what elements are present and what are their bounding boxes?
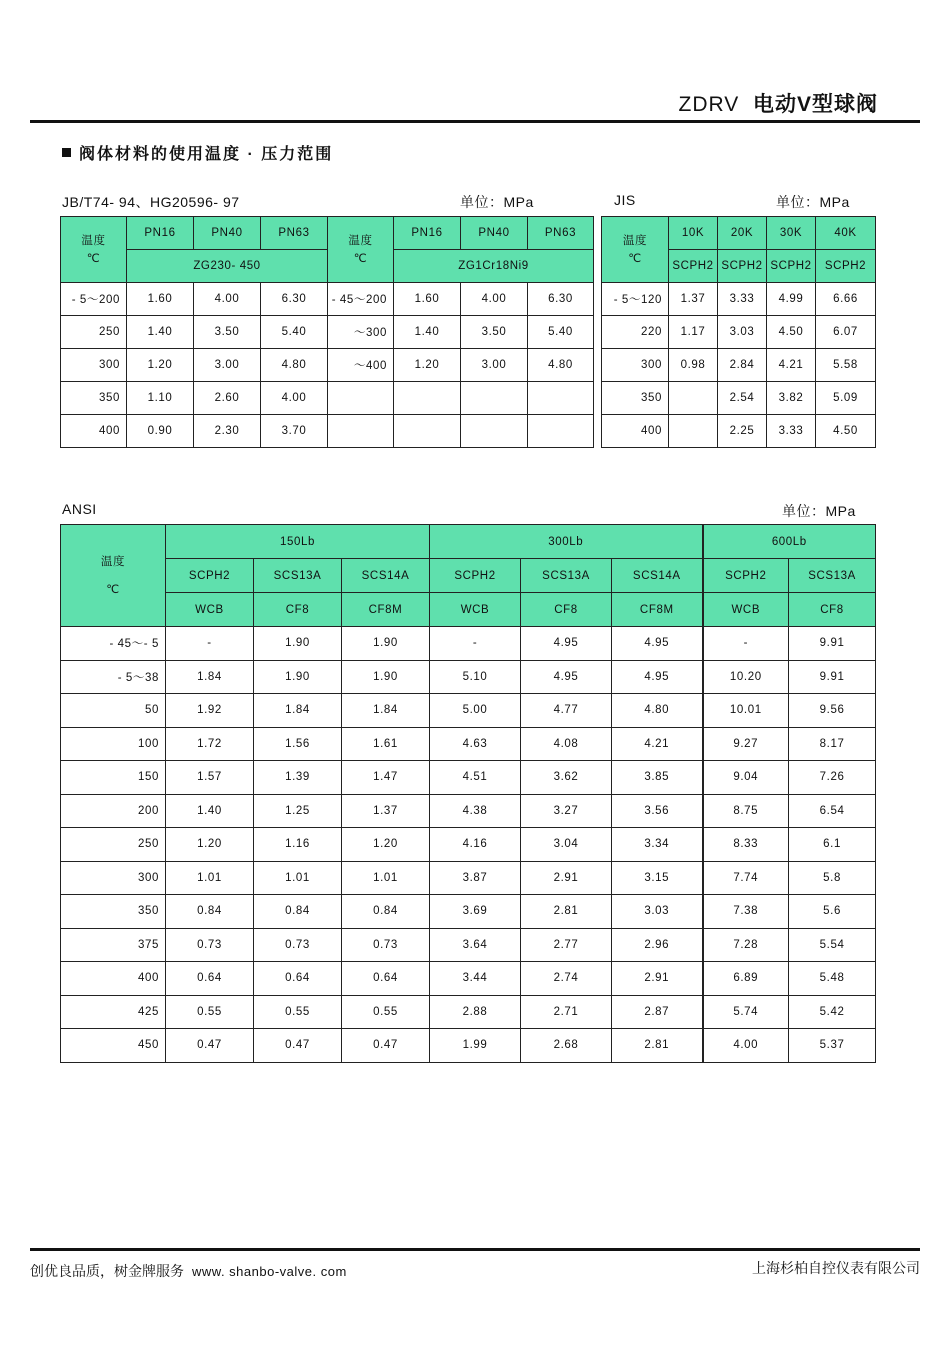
- pressure-cell: 1.40: [394, 316, 461, 349]
- pressure-cell: 0.84: [166, 895, 254, 929]
- pressure-cell: 0.47: [166, 1029, 254, 1063]
- footer-rule: [30, 1248, 920, 1251]
- pressure-cell: 4.21: [612, 727, 703, 761]
- pressure-cell: 0.64: [254, 962, 342, 996]
- jb-pn-header: PN16: [127, 217, 194, 250]
- table-row: [61, 382, 594, 415]
- pressure-cell: 7.38: [703, 895, 789, 929]
- ansi-temp-unit: ℃: [106, 583, 120, 596]
- temperature-cell: 400: [602, 415, 669, 448]
- pressure-cell: 1.84: [166, 660, 254, 694]
- pressure-cell: 1.40: [127, 316, 194, 349]
- pressure-cell: 2.96: [612, 928, 703, 962]
- pressure-cell: 5.40: [528, 316, 594, 349]
- pressure-cell: 1.01: [254, 861, 342, 895]
- pressure-cell: 3.64: [430, 928, 521, 962]
- pressure-cell: 1.47: [342, 761, 430, 795]
- pressure-cell: 0.47: [342, 1029, 430, 1063]
- ansi-class-header: 300Lb: [430, 525, 703, 559]
- ansi-material-header: SCS13A: [254, 559, 342, 593]
- temperature-cell: 200: [61, 794, 166, 828]
- pressure-cell: 4.08: [521, 727, 612, 761]
- pressure-cell: 2.25: [718, 415, 767, 448]
- pressure-cell: 1.56: [254, 727, 342, 761]
- table-row: [602, 316, 876, 349]
- pressure-cell: 1.39: [254, 761, 342, 795]
- jis-material-header: SCPH2: [718, 250, 767, 283]
- pressure-cell: 1.20: [127, 349, 194, 382]
- table-row: [602, 283, 876, 316]
- pressure-cell: 1.37: [342, 794, 430, 828]
- pressure-cell: 2.74: [521, 962, 612, 996]
- pressure-cell: [461, 382, 528, 415]
- ansi-pressure-table: [60, 524, 876, 1063]
- ansi-grade-header: CF8: [789, 593, 876, 627]
- pressure-cell: 1.37: [669, 283, 718, 316]
- table-row: [61, 660, 876, 694]
- pressure-cell: 4.00: [194, 283, 261, 316]
- header-rule: [30, 120, 920, 123]
- pressure-cell: 4.80: [528, 349, 594, 382]
- pressure-cell: 2.81: [612, 1029, 703, 1063]
- jb-temp-header-b: [328, 217, 394, 283]
- temperature-cell: - 45～- 5: [61, 627, 166, 661]
- temperature-cell: 300: [61, 349, 127, 382]
- pressure-cell: 1.01: [166, 861, 254, 895]
- pressure-cell: 3.03: [718, 316, 767, 349]
- table-row: [602, 349, 876, 382]
- temperature-cell: - 45～200: [328, 283, 394, 316]
- table-row: [61, 415, 594, 448]
- ansi-temp-label: 温度: [100, 555, 126, 568]
- jb-material-a: ZG230- 450: [127, 250, 328, 283]
- pressure-cell: 4.95: [521, 660, 612, 694]
- temperature-cell: 375: [61, 928, 166, 962]
- pressure-cell: 1.61: [342, 727, 430, 761]
- pressure-cell: 6.66: [816, 283, 876, 316]
- jis-standard-label: JIS: [614, 192, 636, 208]
- ansi-material-header: SCS14A: [612, 559, 703, 593]
- table-row: [602, 415, 876, 448]
- ansi-material-header: SCS13A: [789, 559, 876, 593]
- pressure-cell: [394, 382, 461, 415]
- pressure-cell: 1.20: [166, 828, 254, 862]
- temperature-cell: 350: [602, 382, 669, 415]
- jb-pn-header: PN40: [194, 217, 261, 250]
- ansi-temp-header: [61, 525, 166, 627]
- pressure-cell: 4.63: [430, 727, 521, 761]
- temperature-cell: 300: [61, 861, 166, 895]
- table-row: [61, 962, 876, 996]
- pressure-cell: 1.72: [166, 727, 254, 761]
- pressure-cell: 8.33: [703, 828, 789, 862]
- pressure-cell: 0.73: [254, 928, 342, 962]
- pressure-cell: 3.87: [430, 861, 521, 895]
- pressure-cell: 1.40: [166, 794, 254, 828]
- pressure-cell: 3.69: [430, 895, 521, 929]
- ansi-grade-header: CF8: [521, 593, 612, 627]
- jis-class-header: 10K: [669, 217, 718, 250]
- pressure-cell: 0.47: [254, 1029, 342, 1063]
- ansi-material-header: SCPH2: [166, 559, 254, 593]
- pressure-cell: 8.17: [789, 727, 876, 761]
- pressure-cell: 4.80: [261, 349, 328, 382]
- jb-pn-header: PN63: [528, 217, 594, 250]
- pressure-cell: 3.50: [194, 316, 261, 349]
- pressure-cell: 5.74: [703, 995, 789, 1029]
- table-row: [61, 1029, 876, 1063]
- pressure-cell: 4.50: [816, 415, 876, 448]
- pressure-cell: 0.55: [166, 995, 254, 1029]
- pressure-cell: 3.04: [521, 828, 612, 862]
- pressure-cell: 6.89: [703, 962, 789, 996]
- temperature-cell: - 5～200: [61, 283, 127, 316]
- pressure-cell: 1.84: [254, 694, 342, 728]
- table-row: [61, 627, 876, 661]
- jis-material-header: SCPH2: [816, 250, 876, 283]
- pressure-cell: 1.84: [342, 694, 430, 728]
- pressure-cell: 0.84: [342, 895, 430, 929]
- pressure-cell: 4.95: [612, 627, 703, 661]
- table-row: [61, 694, 876, 728]
- temperature-cell: 250: [61, 828, 166, 862]
- pressure-cell: 2.60: [194, 382, 261, 415]
- temperature-cell: 220: [602, 316, 669, 349]
- pressure-cell: 3.50: [461, 316, 528, 349]
- pressure-cell: 2.87: [612, 995, 703, 1029]
- pressure-cell: 0.73: [166, 928, 254, 962]
- pressure-cell: 3.03: [612, 895, 703, 929]
- pressure-cell: 5.54: [789, 928, 876, 962]
- table-row: [61, 727, 876, 761]
- pressure-cell: 1.60: [127, 283, 194, 316]
- pressure-cell: 1.90: [254, 627, 342, 661]
- pressure-cell: 5.48: [789, 962, 876, 996]
- temperature-cell: [328, 382, 394, 415]
- jis-table-body: [602, 283, 876, 448]
- footer-left: [30, 1261, 347, 1281]
- pressure-cell: 2.81: [521, 895, 612, 929]
- temperature-cell: - 5～120: [602, 283, 669, 316]
- pressure-cell: [669, 415, 718, 448]
- pressure-cell: 4.51: [430, 761, 521, 795]
- pressure-cell: 6.1: [789, 828, 876, 862]
- product-name: 电动V型球阀: [752, 93, 878, 116]
- jb-material-b: ZG1Cr18Ni9: [394, 250, 594, 283]
- pressure-cell: 0.55: [342, 995, 430, 1029]
- pressure-cell: 3.82: [767, 382, 816, 415]
- pressure-cell: 6.30: [528, 283, 594, 316]
- pressure-cell: 1.92: [166, 694, 254, 728]
- pressure-cell: 3.70: [261, 415, 328, 448]
- pressure-cell: 6.30: [261, 283, 328, 316]
- jis-material-header: SCPH2: [669, 250, 718, 283]
- table-row: [61, 761, 876, 795]
- pressure-cell: 5.42: [789, 995, 876, 1029]
- pressure-cell: 5.37: [789, 1029, 876, 1063]
- pressure-cell: 3.27: [521, 794, 612, 828]
- pressure-cell: 4.77: [521, 694, 612, 728]
- pressure-cell: 4.16: [430, 828, 521, 862]
- table-row: [61, 828, 876, 862]
- table-row: [61, 349, 594, 382]
- jis-class-header: 20K: [718, 217, 767, 250]
- pressure-cell: 4.38: [430, 794, 521, 828]
- table-row: [61, 316, 594, 349]
- pressure-cell: 5.6: [789, 895, 876, 929]
- pressure-cell: 1.60: [394, 283, 461, 316]
- pressure-cell: 2.91: [521, 861, 612, 895]
- footer-company: 上海杉柏自控仪表有限公司: [752, 1260, 920, 1276]
- jis-pressure-table: [601, 216, 876, 448]
- pressure-cell: -: [166, 627, 254, 661]
- pressure-cell: 3.56: [612, 794, 703, 828]
- table-row: [61, 895, 876, 929]
- pressure-cell: 9.91: [789, 627, 876, 661]
- pressure-cell: 4.00: [703, 1029, 789, 1063]
- temperature-cell: 425: [61, 995, 166, 1029]
- jb-temp-label: 温度: [81, 234, 106, 247]
- pressure-cell: 5.00: [430, 694, 521, 728]
- ansi-material-header: SCS13A: [521, 559, 612, 593]
- table-row: [61, 861, 876, 895]
- pressure-cell: 2.30: [194, 415, 261, 448]
- pressure-cell: 0.98: [669, 349, 718, 382]
- table-row: [61, 794, 876, 828]
- jis-class-header: 30K: [767, 217, 816, 250]
- temperature-cell: 350: [61, 382, 127, 415]
- ansi-table-body: [61, 627, 876, 1063]
- page-header-title: [679, 88, 878, 118]
- pressure-cell: 2.54: [718, 382, 767, 415]
- pressure-cell: 1.20: [394, 349, 461, 382]
- ansi-unit-label: 单位：MPa: [782, 503, 856, 519]
- temperature-cell: 150: [61, 761, 166, 795]
- pressure-cell: 5.09: [816, 382, 876, 415]
- pressure-cell: 1.90: [342, 660, 430, 694]
- ansi-grade-header: WCB: [166, 593, 254, 627]
- pressure-cell: 1.20: [342, 828, 430, 862]
- pressure-cell: 3.00: [461, 349, 528, 382]
- ansi-grade-header: CF8M: [342, 593, 430, 627]
- pressure-cell: 9.27: [703, 727, 789, 761]
- jb-temp-unit-b: ℃: [353, 252, 368, 265]
- temperature-cell: 50: [61, 694, 166, 728]
- ansi-class-header: 150Lb: [166, 525, 430, 559]
- jis-temp-label: 温度: [622, 234, 648, 247]
- temperature-cell: 250: [61, 316, 127, 349]
- pressure-cell: -: [430, 627, 521, 661]
- pressure-cell: 5.58: [816, 349, 876, 382]
- footer-url: www. shanbo-valve. com: [192, 1264, 347, 1279]
- pressure-cell: 5.8: [789, 861, 876, 895]
- pressure-cell: 1.10: [127, 382, 194, 415]
- pressure-cell: 4.50: [767, 316, 816, 349]
- pressure-cell: 4.95: [612, 660, 703, 694]
- section-title: [62, 141, 333, 164]
- footer-slogan: 创优良品质，树金牌服务: [30, 1263, 184, 1279]
- pressure-cell: [669, 382, 718, 415]
- pressure-cell: 7.74: [703, 861, 789, 895]
- pressure-cell: 0.90: [127, 415, 194, 448]
- bullet-square-icon: [62, 148, 71, 157]
- pressure-cell: 3.44: [430, 962, 521, 996]
- pressure-cell: -: [703, 627, 789, 661]
- temperature-cell: - 5～38: [61, 660, 166, 694]
- temperature-cell: ～400: [328, 349, 394, 382]
- pressure-cell: 4.99: [767, 283, 816, 316]
- jb-pn-header: PN40: [461, 217, 528, 250]
- table-row: [61, 928, 876, 962]
- pressure-cell: 0.55: [254, 995, 342, 1029]
- ansi-grade-header: WCB: [703, 593, 789, 627]
- pressure-cell: 8.75: [703, 794, 789, 828]
- pressure-cell: 3.34: [612, 828, 703, 862]
- jis-temp-header: [602, 217, 669, 283]
- pressure-cell: 1.17: [669, 316, 718, 349]
- pressure-cell: 0.73: [342, 928, 430, 962]
- pressure-cell: 2.68: [521, 1029, 612, 1063]
- temperature-cell: ～300: [328, 316, 394, 349]
- pressure-cell: 0.64: [166, 962, 254, 996]
- jb-temp-label-b: 温度: [348, 234, 373, 247]
- jis-unit-label: 单位：MPa: [776, 194, 850, 210]
- pressure-cell: 1.90: [342, 627, 430, 661]
- jb-unit-label: 单位：MPa: [460, 194, 534, 210]
- pressure-cell: 4.80: [612, 694, 703, 728]
- pressure-cell: 9.04: [703, 761, 789, 795]
- pressure-cell: 9.56: [789, 694, 876, 728]
- pressure-cell: [528, 415, 594, 448]
- pressure-cell: 4.00: [461, 283, 528, 316]
- jb-temp-unit: ℃: [86, 252, 101, 265]
- jb-temp-header: [61, 217, 127, 283]
- temperature-cell: [328, 415, 394, 448]
- ansi-material-header: SCS14A: [342, 559, 430, 593]
- pressure-cell: 4.00: [261, 382, 328, 415]
- pressure-cell: 2.88: [430, 995, 521, 1029]
- pressure-cell: 5.40: [261, 316, 328, 349]
- pressure-cell: 10.20: [703, 660, 789, 694]
- pressure-cell: 7.26: [789, 761, 876, 795]
- ansi-material-header: SCPH2: [703, 559, 789, 593]
- ansi-class-header: 600Lb: [703, 525, 876, 559]
- pressure-cell: [461, 415, 528, 448]
- pressure-cell: 6.54: [789, 794, 876, 828]
- pressure-cell: 3.15: [612, 861, 703, 895]
- jb-pn-header: PN16: [394, 217, 461, 250]
- pressure-cell: [394, 415, 461, 448]
- pressure-cell: 3.62: [521, 761, 612, 795]
- table-row: [61, 283, 594, 316]
- pressure-cell: [528, 382, 594, 415]
- jb-pn-header: PN63: [261, 217, 328, 250]
- pressure-cell: 0.64: [342, 962, 430, 996]
- pressure-cell: 2.71: [521, 995, 612, 1029]
- pressure-cell: 2.91: [612, 962, 703, 996]
- pressure-cell: 1.57: [166, 761, 254, 795]
- pressure-cell: 10.01: [703, 694, 789, 728]
- jb-standard-label: JB/T74- 94、HG20596- 97: [62, 194, 240, 210]
- pressure-cell: 5.10: [430, 660, 521, 694]
- temperature-cell: 450: [61, 1029, 166, 1063]
- pressure-cell: 7.28: [703, 928, 789, 962]
- pressure-cell: 2.84: [718, 349, 767, 382]
- pressure-cell: 6.07: [816, 316, 876, 349]
- jis-temp-unit: ℃: [628, 252, 642, 265]
- product-model: ZDRV: [678, 93, 740, 116]
- pressure-cell: 4.21: [767, 349, 816, 382]
- temperature-cell: 350: [61, 895, 166, 929]
- pressure-cell: 3.33: [718, 283, 767, 316]
- jis-class-header: 40K: [816, 217, 876, 250]
- pressure-cell: 0.84: [254, 895, 342, 929]
- temperature-cell: 100: [61, 727, 166, 761]
- pressure-cell: 4.95: [521, 627, 612, 661]
- pressure-cell: 2.77: [521, 928, 612, 962]
- pressure-cell: 1.16: [254, 828, 342, 862]
- jb-pressure-table: [60, 216, 594, 448]
- ansi-grade-header: CF8M: [612, 593, 703, 627]
- pressure-cell: 1.01: [342, 861, 430, 895]
- section-title-text: 阀体材料的使用温度 · 压力范围: [79, 146, 334, 163]
- pressure-cell: 3.85: [612, 761, 703, 795]
- pressure-cell: 1.25: [254, 794, 342, 828]
- pressure-cell: 3.00: [194, 349, 261, 382]
- pressure-cell: 3.33: [767, 415, 816, 448]
- temperature-cell: 300: [602, 349, 669, 382]
- pressure-cell: 1.90: [254, 660, 342, 694]
- table-row: [61, 995, 876, 1029]
- temperature-cell: 400: [61, 962, 166, 996]
- pressure-cell: 9.91: [789, 660, 876, 694]
- ansi-grade-header: WCB: [430, 593, 521, 627]
- pressure-cell: 1.99: [430, 1029, 521, 1063]
- jis-material-header: SCPH2: [767, 250, 816, 283]
- ansi-standard-label: ANSI: [62, 501, 97, 517]
- jb-table-body: [61, 283, 594, 448]
- ansi-material-header: SCPH2: [430, 559, 521, 593]
- ansi-grade-header: CF8: [254, 593, 342, 627]
- temperature-cell: 400: [61, 415, 127, 448]
- table-row: [602, 382, 876, 415]
